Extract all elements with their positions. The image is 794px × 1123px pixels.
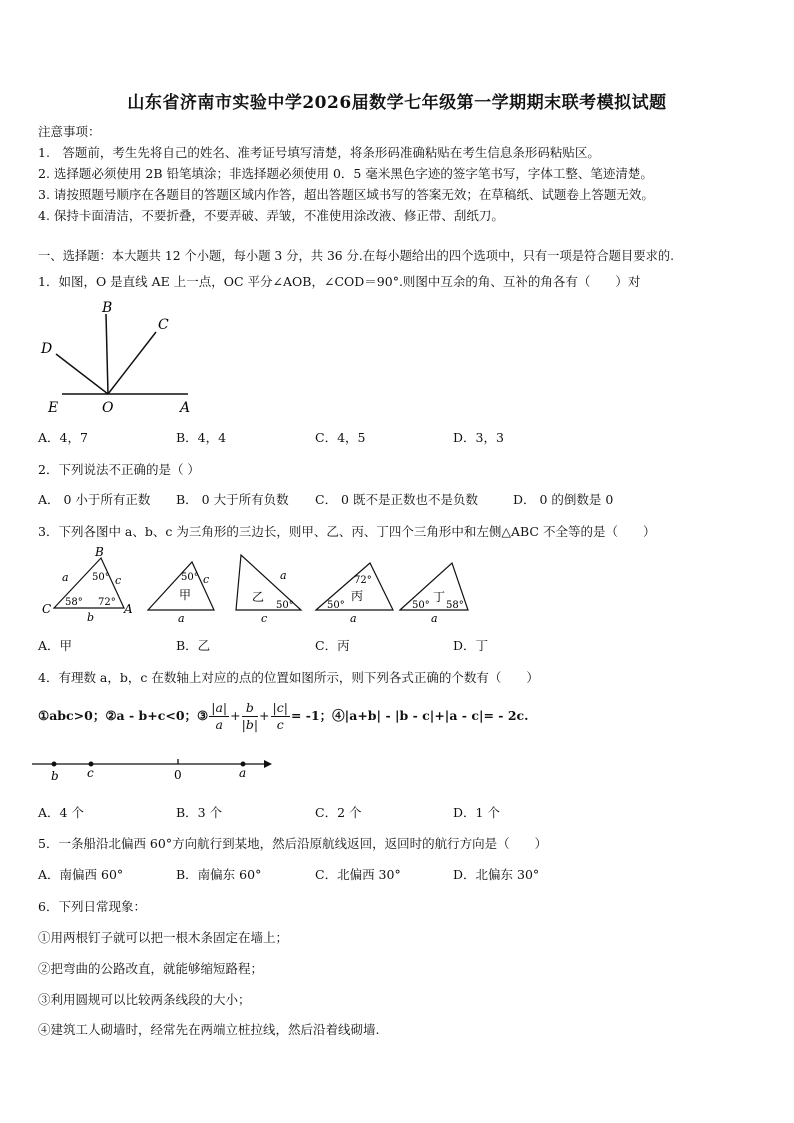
svg-text:72°: 72° (98, 597, 116, 608)
question-4-stem: 4．有理数 a，b，c 在数轴上对应的点的位置如图所示，则下列各式正确的个数有（ ） (38, 670, 539, 685)
svg-text:a: a (280, 569, 287, 582)
question-5-stem: 5．一条船沿北偏西 60°方向航行到某地，然后沿原航线返回，返回时的航行方向是（ ） (38, 836, 548, 851)
svg-text:a: a (178, 612, 185, 625)
q6-item: ①用两根钉子就可以把一根木条固定在墙上； (38, 930, 289, 945)
svg-text:c: c (115, 574, 122, 587)
svg-text:50°: 50° (181, 572, 199, 583)
notice-item: 2. 选择题必须使用 2B 铅笔填涂；非选择题必须使用 0．5 毫米黑色字迹的签字笔书写，字体工整、笔迹清楚。 (38, 166, 653, 181)
svg-text:丁: 丁 (433, 590, 446, 604)
svg-text:c: c (261, 612, 268, 625)
q4-option-d[interactable]: D．1 个 (453, 805, 500, 820)
q4-number-line (30, 752, 280, 784)
label-d: D (41, 341, 53, 357)
svg-text:丙: 丙 (351, 589, 364, 603)
notice-item: 1. 答题前，考生先将自己的姓名、准考证号填写清楚，将条形码准确粘贴在考生信息条形码粘贴区。 (38, 145, 600, 160)
svg-text:72°: 72° (354, 575, 372, 586)
q1-option-c[interactable]: C．4，5 (315, 430, 366, 445)
q3-option-d[interactable]: D．丁 (453, 638, 489, 653)
q2-option-b[interactable]: B． 0 大于所有负数 (176, 492, 289, 507)
q3-option-b[interactable]: B．乙 (176, 638, 211, 653)
q4-expressions: ①abc>0；②a - b+c<0；③ $\frac{|a|}{a}$ + $\frac{b}{|b|}$ + $\frac{|c|}{c}$ = -1；④|a+b| - |b - c|+|a - c|= - 2c. (38, 700, 529, 732)
q4-option-a[interactable]: A．4 个 (38, 805, 84, 820)
q2-option-d[interactable]: D． 0 的倒数是 0 (513, 492, 614, 507)
q1-angle-figure (30, 296, 200, 416)
q5-option-c[interactable]: C．北偏西 30° (315, 867, 401, 882)
q3-option-a[interactable]: A．甲 (38, 638, 73, 653)
notice-heading: 注意事项： (38, 124, 101, 139)
svg-text:b: b (87, 611, 95, 624)
q1-option-a[interactable]: A．4，7 (38, 430, 88, 445)
svg-text:50°: 50° (412, 600, 430, 611)
svg-text:a: a (62, 571, 69, 584)
section-heading: 一、选择题：本大题共 12 个小题，每小题 3 分，共 36 分.在每小题给出的四个选项中，只有一项是符合题目要求的. (38, 249, 675, 263)
q1-option-d[interactable]: D．3，3 (453, 430, 504, 445)
svg-text:B: B (95, 545, 104, 559)
q5-option-a[interactable]: A．南偏西 60° (38, 867, 124, 882)
svg-text:a: a (350, 612, 357, 625)
svg-text:50°: 50° (327, 600, 345, 611)
question-6-stem: 6．下列日常现象： (38, 899, 146, 914)
question-1-stem: 1．如图，O 是直线 AE 上一点，OC 平分∠AOB，∠COD＝90°.则图中互余的角、互补的角各有（ ）对 (38, 274, 641, 289)
q3-option-c[interactable]: C．丙 (315, 638, 350, 653)
q6-item: ③利用圆规可以比较两条线段的大小； (38, 992, 251, 1007)
page-title: 山东省济南市实验中学2026届数学七年级第一学期期末联考模拟试题 (127, 93, 667, 113)
svg-text:58°: 58° (65, 597, 83, 608)
svg-text:a: a (239, 766, 247, 780)
svg-text:b: b (51, 769, 59, 783)
notice-item: 4. 保持卡面清洁，不要折叠，不要弄破、弄皱，不准使用涂改液、修正带、刮纸刀。 (38, 208, 504, 223)
label-b: B (102, 300, 113, 316)
svg-text:58°: 58° (446, 600, 464, 611)
q5-option-d[interactable]: D．北偏东 30° (453, 867, 540, 882)
svg-text:0: 0 (174, 768, 182, 782)
question-3-stem: 3．下列各图中 a、b、c 为三角形的三边长，则甲、乙、丙、丁四个三角形中和左侧△ABC 不全等的是（ ） (38, 524, 656, 539)
q6-item: ②把弯曲的公路改直，就能够缩短路程； (38, 961, 264, 976)
notice-item: 3. 请按照题号顺序在各题目的答题区域内作答，超出答题区域书写的答案无效；在草稿纸、试题卷上答题无效。 (38, 187, 654, 202)
q3-triangles-figure (36, 545, 476, 625)
svg-text:a: a (431, 612, 438, 625)
label-c: C (158, 317, 169, 333)
svg-text:C: C (42, 602, 52, 616)
svg-text:c: c (203, 573, 210, 586)
q4-option-b[interactable]: B．3 个 (176, 805, 223, 820)
question-2-stem: 2．下列说法不正确的是（ ） (38, 462, 200, 477)
svg-text:乙: 乙 (252, 590, 265, 604)
q2-option-a[interactable]: A． 0 小于所有正数 (38, 492, 151, 507)
q6-item: ④建筑工人砌墙时，经常先在两端立桩拉线，然后沿着线砌墙. (38, 1022, 380, 1037)
svg-text:A: A (124, 602, 133, 616)
svg-text:50°: 50° (276, 600, 294, 611)
svg-text:甲: 甲 (179, 588, 192, 602)
svg-text:50°: 50° (92, 572, 110, 583)
q2-option-c[interactable]: C． 0 既不是正数也不是负数 (315, 492, 478, 507)
label-a: A (180, 400, 191, 416)
label-o: O (102, 400, 114, 416)
label-e: E (48, 400, 59, 416)
svg-text:c: c (87, 766, 94, 780)
q1-option-b[interactable]: B．4，4 (176, 430, 227, 445)
q4-option-c[interactable]: C．2 个 (315, 805, 362, 820)
q5-option-b[interactable]: B．南偏东 60° (176, 867, 262, 882)
